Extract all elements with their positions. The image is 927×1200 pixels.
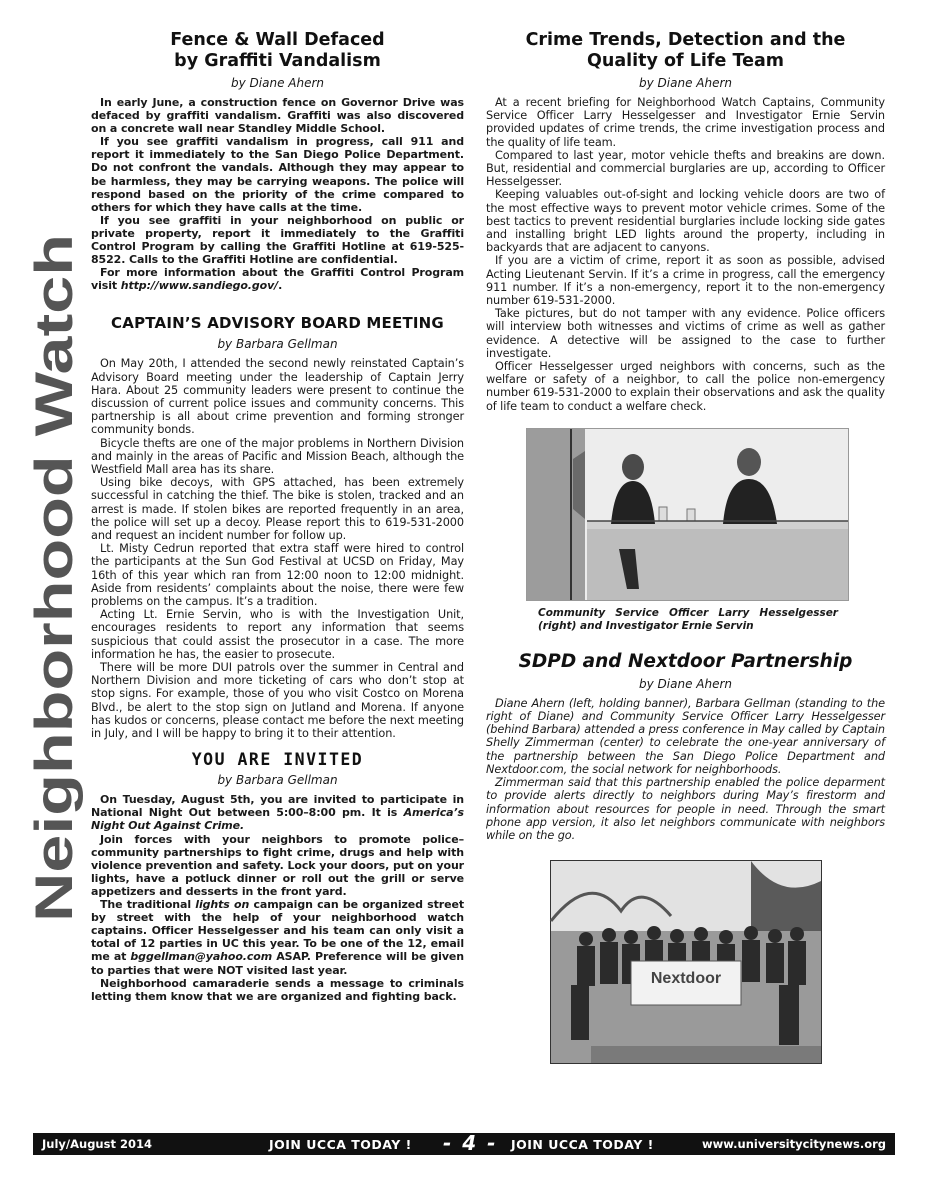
article-title: Crime Trends, Detection and the Quality of Life Team: [525, 30, 846, 71]
paragraph: On Tuesday, August 5th, you are invited to participate in National Night Out between 5:00–8:00 pm. It is America’s Night Out Against Crime.: [91, 793, 464, 833]
paragraph: Using bike decoys, with GPS attached, has been extremely successful in catching the thief. The bike is stolen, tracked and an arrest is made. If stolen bikes are reported frequently in an area, the police will set up a decoy. Please report this to 619-531-2000 and request an incident number for follow up.: [91, 476, 464, 543]
paragraph: If you are a victim of crime, report it as soon as possible, advised Acting Lieutenant Servin. If it’s a crime in progress, call the emergency 911 number. If it’s a non-emergency, report it to the non-emergency number 619-531-2000.: [486, 254, 885, 308]
nextdoor-banner: Nextdoor: [650, 970, 722, 988]
paragraph: If you see graffiti vandalism in progress, call 911 and report it immediately to the San Diego Police Department. Do not confront the vandals. Although they may appear to be harmless, they may be carrying weapons. The police will respond based on the priority of the crime compared to others for which they have calls at the time.: [91, 135, 464, 214]
article-crime-trends: [486, 30, 885, 633]
paragraph: On May 20th, I attended the second newly reinstated Captain’s Advisory Board meeting under the leadership of Captain Jerry Hara. About 25 community leaders were present to continue the discussion of current police issues and community concerns. This partnership is all about crime prevention and forming stronger community bonds.: [91, 357, 464, 437]
left-column: [91, 30, 464, 1003]
section-side-title: [25, 230, 84, 930]
issue-date: July/August 2014: [42, 1137, 152, 1151]
page-footer: [33, 1133, 895, 1155]
article-graffiti: [91, 30, 464, 292]
side-title-text: Neighborhood Watch: [25, 388, 84, 922]
join-ucca-left: JOIN UCCA TODAY !: [269, 1136, 412, 1152]
paragraph: If you see graffiti in your neighborhood on public or private property, report it immediately to the Graffiti Control Program by calling the Graffiti Hotline at 619-525-8522. Calls to the Graffiti Hotline are confidential.: [91, 213, 464, 267]
paragraph: There will be more DUI patrols over the summer in Central and Northern Division and more ticketing of cars who don’t stop at stop signs. For example, those of you who visit Costco on Morena Blvd., be alert to the stop sign on Jutland and Morena. If anyone has kudos or concerns, please contact me before the next meeting in July, and I will be happy to bring it to their attention.: [91, 661, 464, 741]
paragraph: Compared to last year, motor vehicle thefts and breakins are down. But, residential and commercial burglaries are up, according to Officer Hesselgesser.: [486, 148, 885, 189]
paragraph: Keeping valuables out-of-sight and locking vehicle doors are two of the most effective ways to prevent motor vehicle crimes. Some of the best tactics to prevent residential burglaries include locking side gates and installing bright LED lights around the property, including in backyards that are adjacent to canyons.: [486, 188, 885, 255]
paragraph: Officer Hesselgesser urged neighbors with concerns, such as the welfare or safety of a neighbor, to call the police non-emergency number 619-531-2000 to explain their observations and ask the quality of life team to conduct a welfare check.: [486, 360, 885, 413]
article-byline: by Diane Ahern: [639, 76, 732, 90]
paragraph: Join forces with your neighbors to promote police–community partnerships to fight crime, drugs and help with violence prevention and safety. Lock your doors, put on your lights, have a potluck dinner or roll out the grill or serve appetizers and desserts in the front yard.: [91, 832, 464, 898]
article-byline: by Barbara Gellman: [217, 337, 338, 352]
paragraph: Take pictures, but do not tamper with any evidence. Police officers will interview both witnesses and victims of crime as well as gather evidence. A detective will be assigned to the case to further investigate.: [486, 307, 885, 360]
join-ucca-right: JOIN UCCA TODAY !: [511, 1136, 654, 1152]
paragraph: Diane Ahern (left, holding banner), Barbara Gellman (standing to the right of Diane) and Community Service Officer Larry Hesselgesser (behind Barbara) attended a press conference in May called by Captain Shelly Zimmerman (center) to celebrate the one-year anniversary of the partnership between the San Diego Police Department and Nextdoor.com, the social network for neighborhoods.: [486, 696, 885, 776]
officers-photo: [526, 428, 849, 601]
photo-caption: Community Service Officer Larry Hesselgesser (right) and Investigator Ernie Servin: [538, 606, 838, 632]
article-advisory-board: [91, 314, 464, 740]
paragraph: Bicycle thefts are one of the major problems in Northern Division and mainly in the areas of Pacific and Mission Beach, although the Westfield Mall area has its share.: [91, 436, 464, 477]
article-byline: by Diane Ahern: [231, 76, 324, 90]
article-byline: by Barbara Gellman: [217, 773, 338, 788]
page-number: - 4 -: [443, 1131, 498, 1155]
article-nextdoor: [486, 651, 885, 1064]
article-you-are-invited: [91, 750, 464, 1003]
paragraph: At a recent briefing for Neighborhood Watch Captains, Community Service Officer Larry Hesselgesser and Investigator Ernie Servin provided updates of crime trends, the crime investigation process and the quality of life team.: [486, 96, 885, 149]
paragraph: Zimmerman said that this partnership enabled the police deparment to provide alerts directly to neighbors during May’s firestorm and information about resources for people in need. Through the smart phone app version, it also let neighbors communicate with neighbors while on the go.: [486, 776, 885, 842]
article-title: Fence & Wall Defaced by Graffiti Vandalism: [170, 30, 385, 71]
article-title: CAPTAIN’S ADVISORY BOARD MEETING: [111, 314, 444, 333]
article-title: YOU ARE INVITED: [191, 750, 364, 770]
email-link[interactable]: bggellman@yahoo.com: [130, 950, 273, 964]
paragraph: The traditional lights on campaign can be organized street by street with the help of your neighborhood watch captains. Officer Hesselgesser and his team can only visit a total of 12 parties in UC this year. To be one of the 12, email me at bggellman@yahoo.com ASAP. Preference will be given to parties that were NOT visited last year.: [91, 898, 464, 977]
paragraph: In early June, a construction fence on Governor Drive was defaced by graffiti vandalism. Graffiti was also discovered on a concrete wall near Standley Middle School.: [91, 96, 464, 136]
article-byline: by Diane Ahern: [639, 676, 732, 691]
article-title: SDPD and Nextdoor Partnership: [518, 650, 853, 672]
paragraph: Lt. Misty Cedrun reported that extra staff were hired to control the participants at the Sun God Festival at UCSD on Friday, May 16th of this year which ran from 12:00 noon to 12:00 midnight. Aside from residents’ complaints about the noise, there were few problems on the campus. It’s a tradition.: [91, 542, 464, 609]
paragraph: Acting Lt. Ernie Servin, who is with the Investigation Unit, encourages residents to report any information that seems suspicious that could assist the prosecutor in a case. The more information he has, the easier to prosecute.: [91, 608, 464, 661]
nextdoor-group-photo: [550, 860, 822, 1064]
graffiti-link[interactable]: http://www.sandiego.gov/: [120, 279, 279, 293]
paragraph: Neighborhood camaraderie sends a message to criminals letting them know that we are organized and fighting back.: [91, 976, 464, 1003]
paragraph: For more information about the Graffiti Control Program visit http://www.sandiego.gov/.: [91, 266, 464, 293]
right-column: [486, 30, 885, 1064]
website-url[interactable]: www.universitycitynews.org: [702, 1137, 886, 1151]
